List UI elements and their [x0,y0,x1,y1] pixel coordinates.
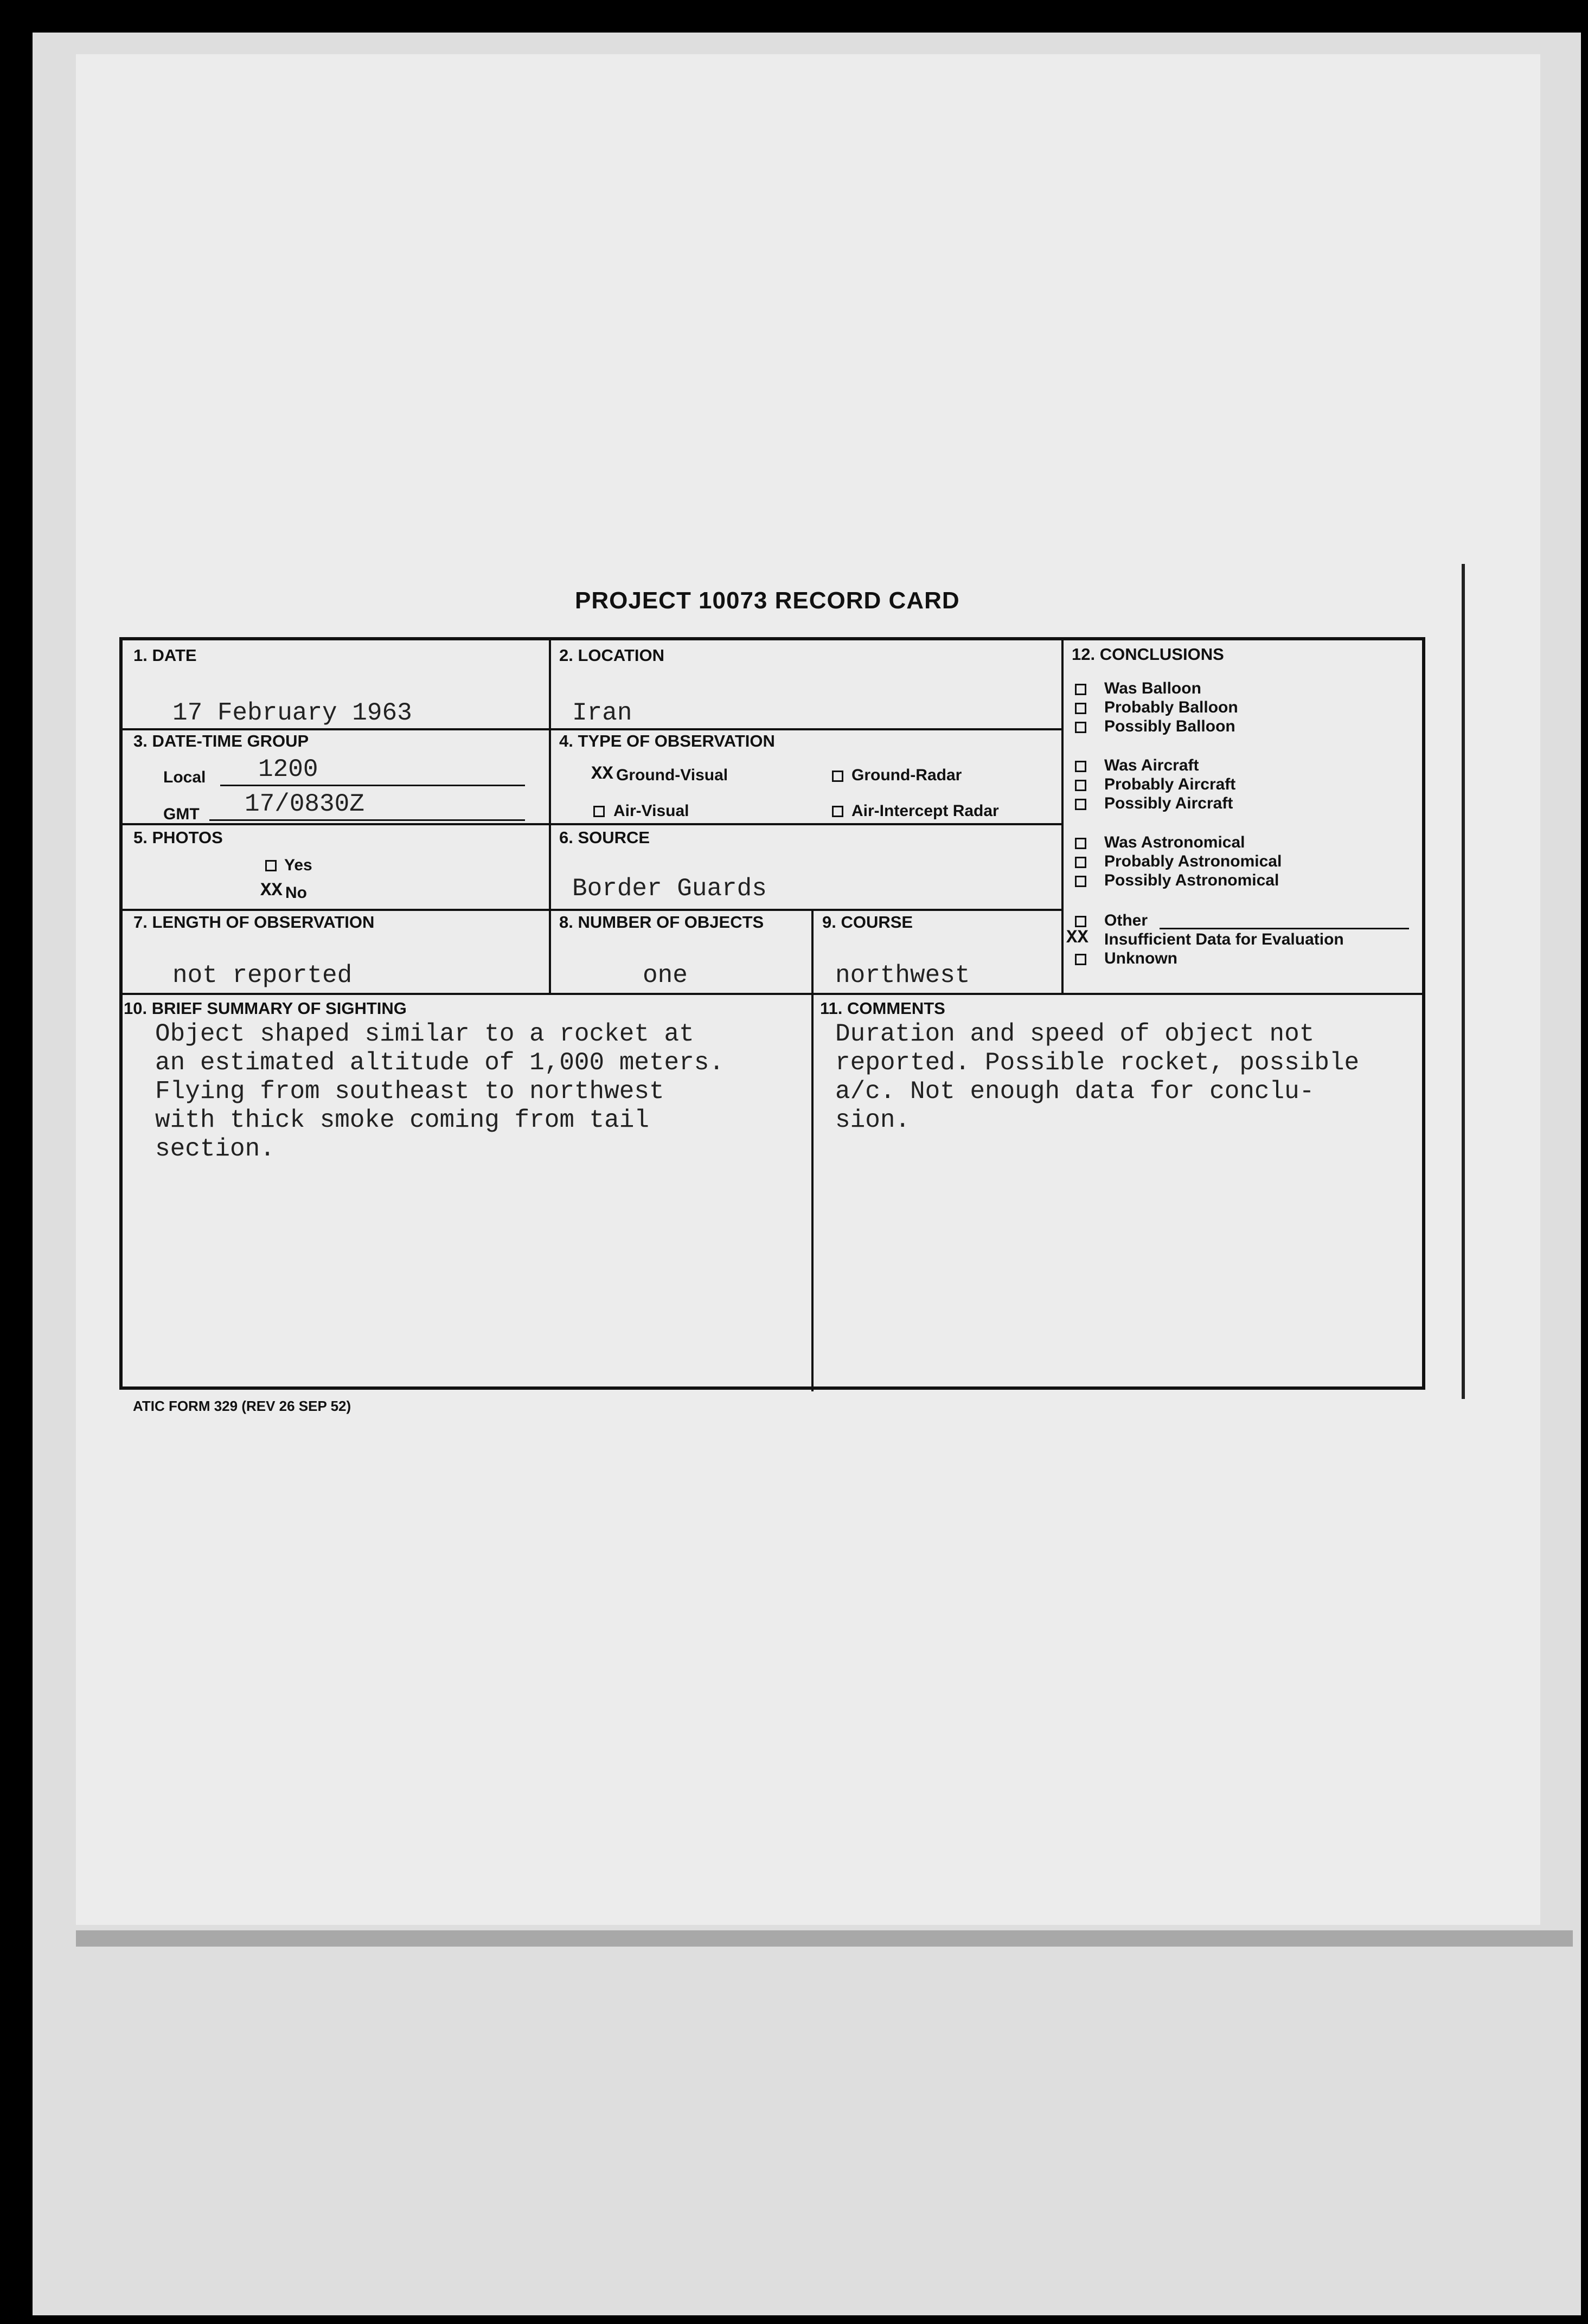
conclusion-probably-astronomical: Probably Astronomical [1104,852,1282,870]
checkbox-possibly-balloon [1075,722,1086,733]
conclusion-was-aircraft: Was Aircraft [1104,756,1199,774]
checkbox-was-aircraft [1075,761,1086,772]
summary-line-1: Object shaped similar to a rocket at [155,1020,694,1048]
comments-line-1: Duration and speed of object not [835,1020,1315,1048]
course-value: northwest [835,961,970,990]
check-mark: XX [1066,928,1088,948]
conclusion-possibly-balloon: Possibly Balloon [1104,717,1235,735]
form-id: ATIC FORM 329 (REV 26 SEP 52) [133,1398,351,1414]
option-ground-visual: Ground-Visual [616,766,728,784]
option-air-intercept-radar: Air-Intercept Radar [851,802,999,820]
summary-label: 10. BRIEF SUMMARY OF SIGHTING [124,999,407,1018]
local-underline [220,785,525,786]
conclusion-was-astronomical: Was Astronomical [1104,833,1245,851]
option-air-visual: Air-Visual [613,802,689,820]
col-divider [549,640,551,993]
gmt-label: GMT [163,805,200,823]
summary-line-4: with thick smoke coming from tail [155,1106,649,1134]
observation-type-label: 4. TYPE OF OBSERVATION [559,731,775,750]
photos-label: 5. PHOTOS [133,828,223,847]
row-divider [123,728,1061,730]
photos-yes-label: Yes [284,856,312,874]
checkbox-ground-radar [832,771,843,782]
length-label: 7. LENGTH OF OBSERVATION [133,913,375,932]
checkbox-was-astronomical [1075,838,1086,849]
page-edge-shadow [76,1930,1573,1947]
checkbox-possibly-aircraft [1075,799,1086,810]
card-title: PROJECT 10073 RECORD CARD [575,587,960,614]
conclusion-insufficient-data: Insufficient Data for Evaluation [1104,930,1344,948]
checkbox-air-visual [593,806,605,817]
date-value: 17 February 1963 [172,699,412,727]
option-ground-radar: Ground-Radar [851,766,962,784]
location-value: Iran [572,699,632,727]
conclusion-unknown: Unknown [1104,949,1177,967]
col-divider [1061,640,1064,993]
conclusions-label: 12. CONCLUSIONS [1072,645,1224,664]
check-mark: XX [260,881,283,901]
conclusion-possibly-astronomical: Possibly Astronomical [1104,871,1279,889]
summary-line-3: Flying from southeast to northwest [155,1077,664,1106]
row-divider [123,909,1061,911]
check-mark: XX [591,764,613,785]
row-divider [123,993,1422,995]
checkbox-air-intercept-radar [832,806,843,817]
photos-no-label: No [285,884,307,902]
checkbox-was-balloon [1075,684,1086,695]
conclusion-probably-aircraft: Probably Aircraft [1104,775,1236,793]
conclusion-other: Other [1104,911,1148,929]
comments-label: 11. COMMENTS [820,999,945,1018]
objects-label: 8. NUMBER OF OBJECTS [559,913,764,932]
local-value: 1200 [258,755,318,784]
checkbox-other [1075,916,1086,927]
local-label: Local [163,768,206,786]
checkbox-possibly-astronomical [1075,876,1086,887]
comments-line-2: reported. Possible rocket, possible [835,1049,1360,1077]
gmt-value: 17/0830Z [245,790,364,818]
date-label: 1. DATE [133,646,197,665]
summary-line-2: an estimated altitude of 1,000 meters. [155,1049,724,1077]
source-label: 6. SOURCE [559,828,650,847]
col-divider [811,909,814,1391]
conclusion-probably-balloon: Probably Balloon [1104,698,1238,716]
checkbox-probably-astronomical [1075,857,1086,868]
checkbox-unknown [1075,954,1086,965]
gmt-underline [209,819,525,821]
record-card [119,637,1425,1390]
checkbox-probably-aircraft [1075,780,1086,791]
summary-line-5: section. [155,1135,275,1163]
dtg-label: 3. DATE-TIME GROUP [133,731,309,750]
checkbox-photos-yes [265,860,277,871]
row-divider [123,823,1061,825]
course-label: 9. COURSE [822,913,913,932]
source-value: Border Guards [572,875,767,903]
checkbox-probably-balloon [1075,703,1086,714]
comments-line-4: sion. [835,1106,911,1134]
other-underline [1160,928,1409,929]
conclusion-was-balloon: Was Balloon [1104,679,1201,697]
objects-value: one [643,961,688,990]
length-value: not reported [172,961,353,990]
comments-line-3: a/c. Not enough data for conclu- [835,1077,1315,1106]
conclusion-possibly-aircraft: Possibly Aircraft [1104,794,1233,812]
margin-rule [1462,564,1465,1399]
location-label: 2. LOCATION [559,646,665,665]
